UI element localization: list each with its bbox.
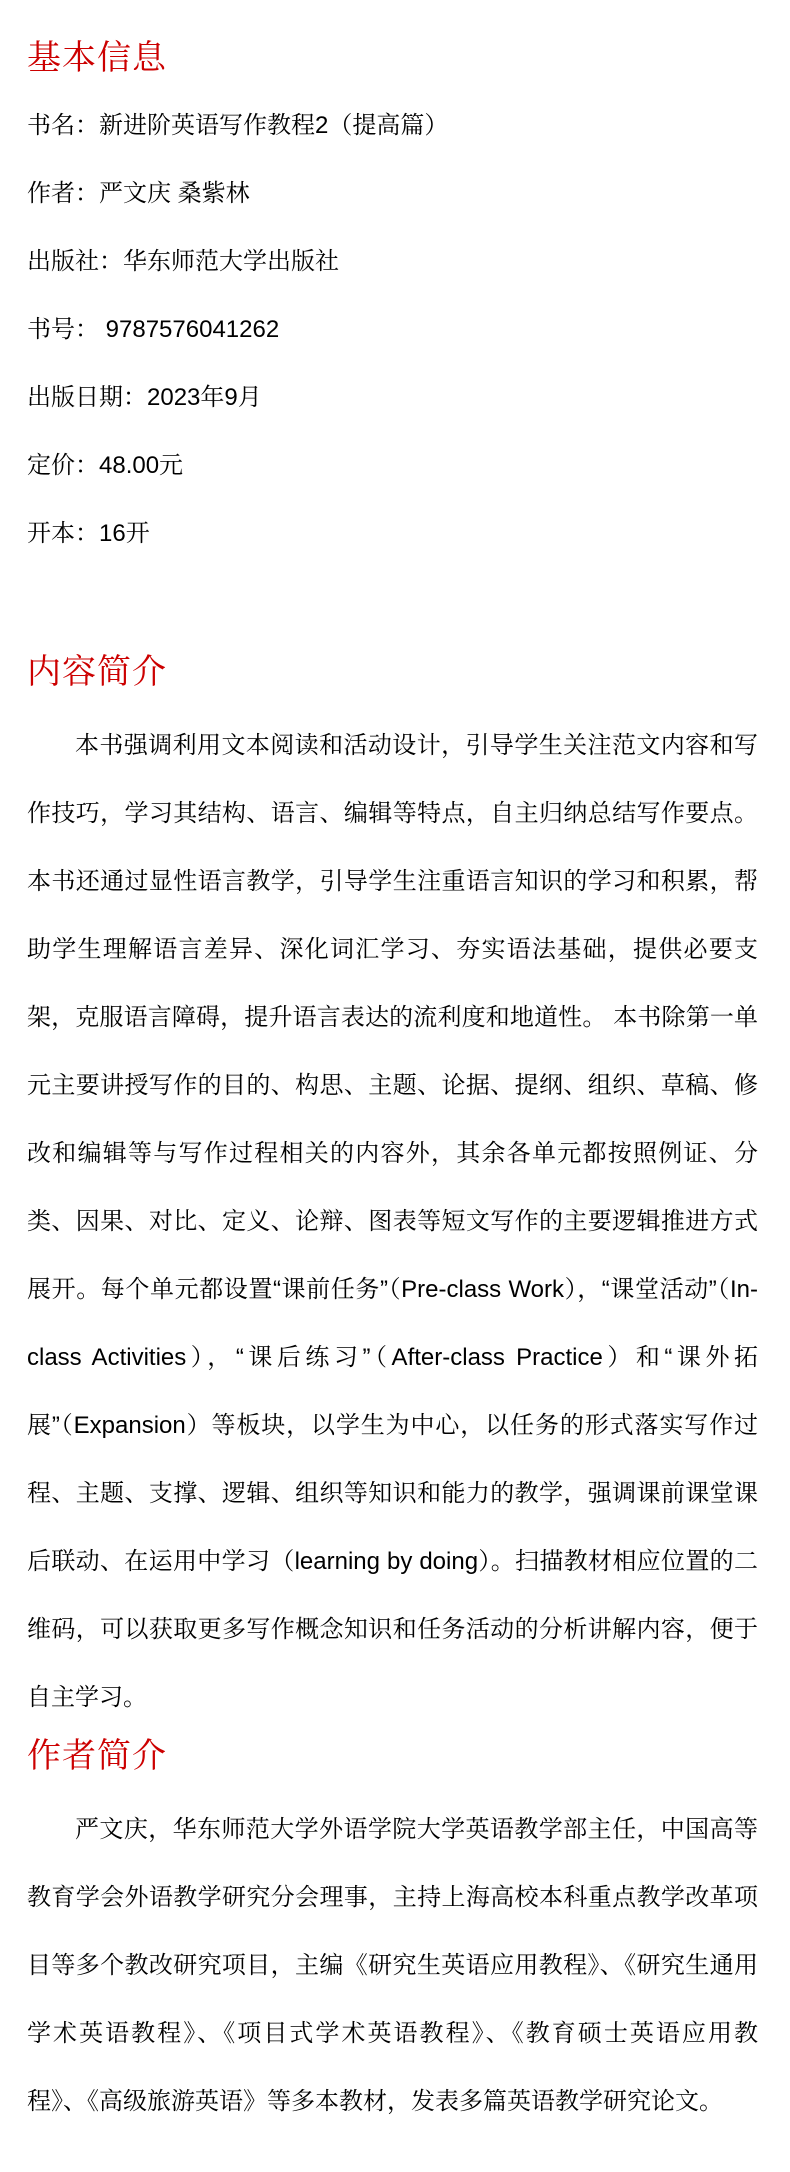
info-row-price: 定价：48.00元 xyxy=(27,452,184,479)
content-intro-paragraph: 本书强调利用文本阅读和活动设计，引导学生关注范文内容和写作技巧，学习其结构、语言、编辑等特点，自主归纳总结写作要点。本书还通过显性语言教学，引导学生注重语言知识的学习和积累，帮助学生理解语言差异、深化词汇学习、夯实语法基础，提供必要支架，克服语言障碍，提升语言表达的流利度和地道性。 本书除第一单元主要讲授写作的目的、构思、主题、论据、提纲、组织、草稿、修改和编辑等与写作过程相关的内容外，其余各单元都按照例证、分类、因果、对比、定义、论辩、图表等短文写作的主要逻辑推进方式展开。每个单元都设置“课前任务”（Pre-class Work），“课堂活动”（In-class Activities），“课后练习”（After-class Practice）和“课外拓展”（Expansion）等板块，以学生为中心，以任务的形式落实写作过程、主题、支撑、逻辑、组织等知识和能力的教学，强调课前课堂课后联动、在运用中学习（learning by doing）。扫描教材相应位置的二维码，可以获取更多写作概念知识和任务活动的分析讲解内容，便于自主学习。 xyxy=(27,732,758,1711)
author-intro-paragraph: 严文庆，华东师范大学外语学院大学英语教学部主任，中国高等教育学会外语教学研究分会理事，主持上海高校本科重点教学改革项目等多个教改研究项目，主编《研究生英语应用教程》、《研究生通用学术英语教程》、《项目式学术英语教程》、《教育硕士英语应用教程》、《高级旅游英语》等多本教材，发表多篇英语教学研究论文。 xyxy=(27,1816,758,2115)
info-row-publisher: 出版社：华东师范大学出版社 xyxy=(27,248,339,275)
info-row-publish-date: 出版日期：2023年9月 xyxy=(27,384,262,411)
content-intro-heading: 内容简介 xyxy=(27,653,167,691)
basic-info-list xyxy=(27,110,758,586)
info-row-authors: 作者：严文庆 桑紫林 xyxy=(27,180,250,207)
info-row-format: 开本：16开 xyxy=(27,520,150,547)
info-row-book-title: 书名：新进阶英语写作教程2（提高篇） xyxy=(27,112,449,139)
info-row-isbn: 书号： 9787576041262 xyxy=(27,316,280,343)
basic-info-heading: 基本信息 xyxy=(27,39,167,77)
author-intro-heading: 作者简介 xyxy=(27,1737,167,1775)
